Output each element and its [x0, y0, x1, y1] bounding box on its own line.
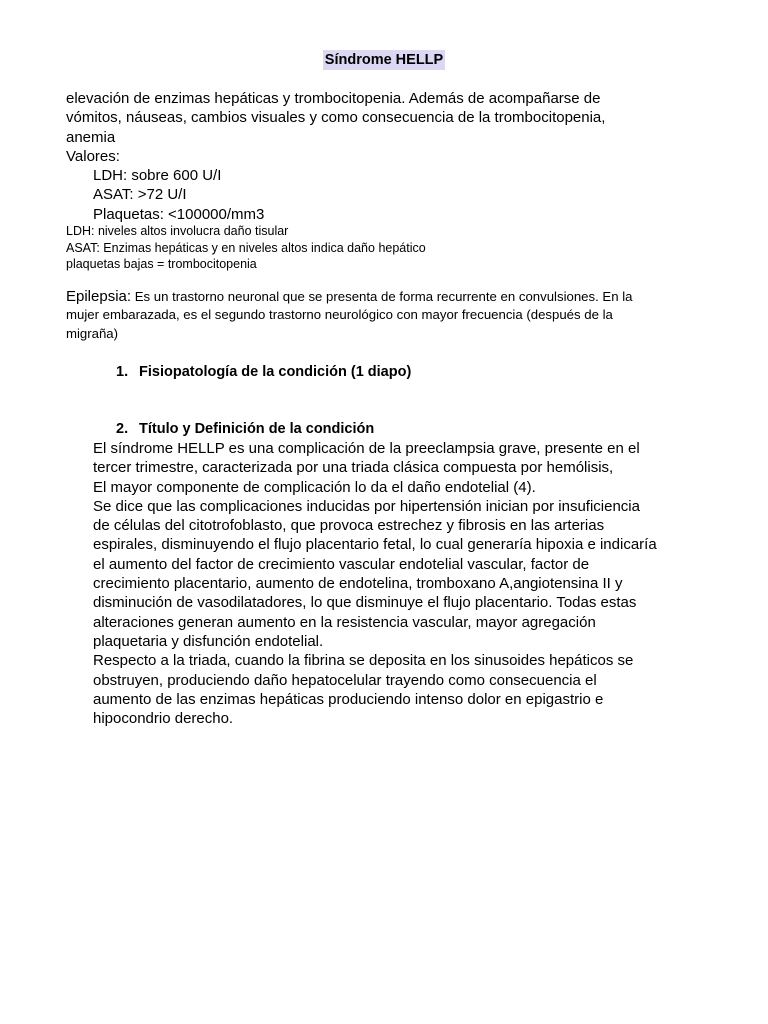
- notes-block: [66, 223, 706, 273]
- epilepsia-paragraph: [66, 288, 706, 343]
- valores-label: Valores:: [66, 147, 120, 165]
- definition-line: Respecto a la triada, cuando la fibrina se deposita en los sinusoides hepáticos se: [93, 652, 634, 670]
- section-number: 1.: [116, 364, 129, 380]
- definition-line: El síndrome HELLP es una complicación de la preeclampsia grave, presente en el: [93, 440, 640, 457]
- epilepsia-text: Es un trastorno neuronal que se presenta de forma recurrente en convulsiones. En la: [134, 289, 633, 304]
- valores-item: LDH: sobre 600 U/I: [93, 167, 222, 185]
- intro-line: elevación de enzimas hepáticas y trombocitopenia. Además de acompañarse de: [66, 90, 601, 107]
- definition-line: de células del citotrofoblasto, que provoca estrechez y fibrosis en las arterias: [93, 517, 605, 535]
- epilepsia-term: Epilepsia:: [66, 288, 132, 305]
- intro-paragraph: [66, 89, 706, 224]
- section-number: 2.: [116, 421, 129, 437]
- definition-line: alteraciones generan aumento en la resistencia vascular, mayor agregación: [93, 613, 596, 631]
- epilepsia-line: migraña): [66, 325, 119, 341]
- definition-line: plaquetaria y disfunción endotelial.: [93, 632, 324, 650]
- definition-line: tercer trimestre, caracterizada por una triada clásica compuesta por hemólisis,: [93, 459, 614, 477]
- valores-item: Plaquetas: <100000/mm3: [93, 205, 265, 223]
- definition-line: el aumento del factor de crecimiento vascular endotelial vascular, factor de: [93, 555, 590, 573]
- definition-line: disminución de vasodilatadores, lo que disminuye el flujo placentario. Todas estas: [93, 594, 637, 612]
- valores-item: ASAT: >72 U/I: [93, 186, 187, 204]
- section-heading-1: [116, 363, 411, 382]
- definition-line: obstruyen, produciendo daño hepatocelular trayendo como consecuencia el: [93, 671, 597, 689]
- section-heading-text: Fisiopatología de la condición (1 diapo): [139, 364, 412, 380]
- definition-line: Se dice que las complicaciones inducidas por hipertensión inician por insuficiencia: [93, 497, 640, 515]
- intro-line: anemia: [66, 128, 116, 146]
- epilepsia-line: [66, 288, 706, 306]
- definition-line: El mayor componente de complicación lo da el daño endotelial (4).: [93, 478, 536, 496]
- note-line: LDH: niveles altos involucra daño tisular: [66, 224, 289, 238]
- title-container: [0, 50, 768, 70]
- section-heading-2: [116, 420, 374, 439]
- section-heading-text: Título y Definición de la condición: [139, 421, 375, 437]
- definition-line: hipocondrio derecho.: [93, 710, 234, 728]
- definition-line: crecimiento placentario, aumento de endotelina, tromboxano A,angiotensina II y: [93, 575, 623, 593]
- intro-line: vómitos, náuseas, cambios visuales y como consecuencia de la trombocitopenia,: [66, 109, 606, 127]
- definition-line: aumento de las enzimas hepáticas produciendo intenso dolor en epigastrio e: [93, 690, 604, 708]
- definition-paragraph: [93, 439, 693, 728]
- note-line: ASAT: Enzimas hepáticas y en niveles altos indica daño hepático: [66, 240, 426, 255]
- page-title: Síndrome HELLP: [324, 52, 444, 68]
- note-line: plaquetas bajas = trombocitopenia: [66, 257, 257, 272]
- definition-line: espirales, disminuyendo el flujo placentario fetal, lo cual generaría hipoxia e indicaría: [93, 536, 657, 554]
- epilepsia-line: mujer embarazada, es el segundo trastorno neurológico con mayor frecuencia (después de la: [66, 307, 613, 323]
